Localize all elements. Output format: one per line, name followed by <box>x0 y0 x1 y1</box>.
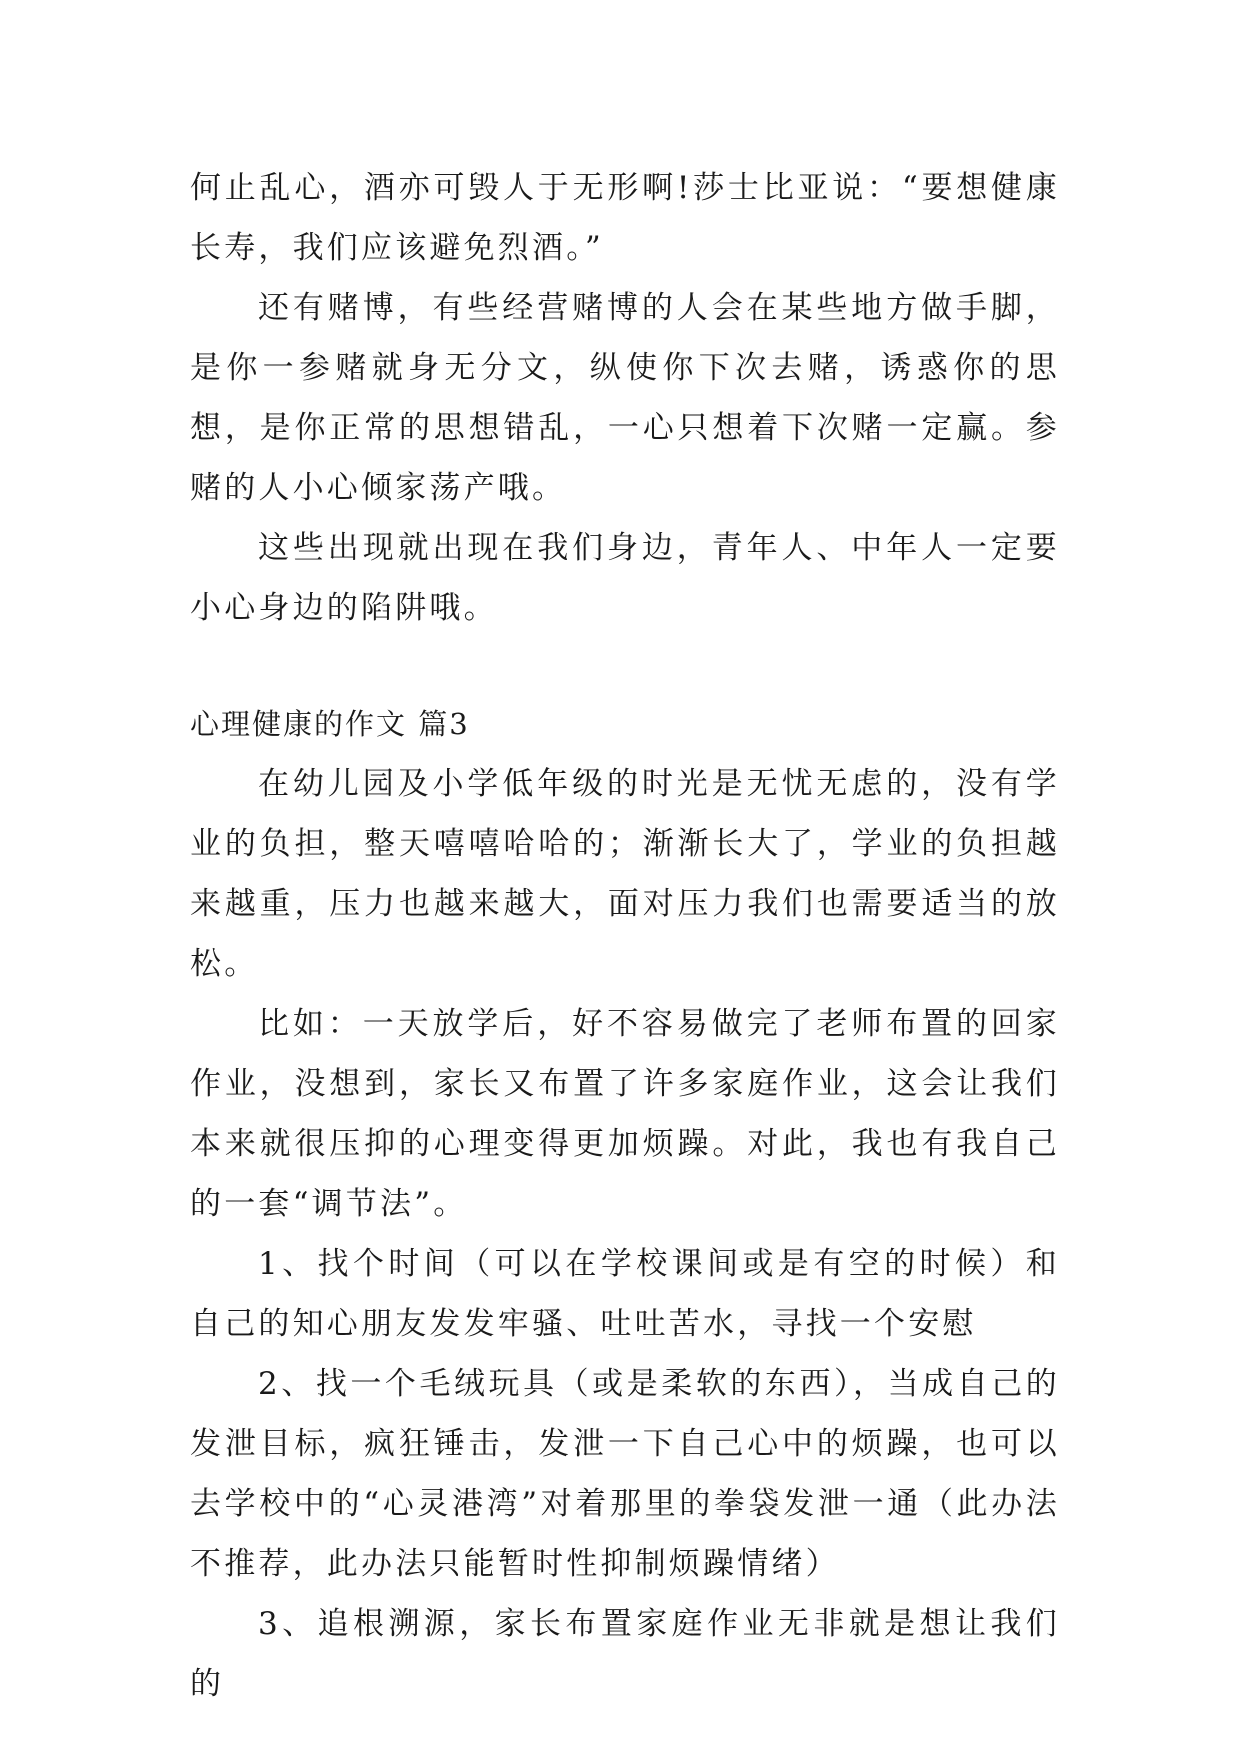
paragraph-trap-warning: 这些出现就出现在我们身边，青年人、中年人一定要小心身边的陷阱哦。 <box>190 530 1060 626</box>
paragraph-method-1: 1、找个时间（可以在学校课间或是有空的时候）和自己的知心朋友发发牢骚、吐吐苦水，寻找一个安慰 <box>190 1246 1060 1342</box>
paragraph-example: 比如：一天放学后，好不容易做完了老师布置的回家作业，没想到，家长又布置了许多家庭作业，这会让我们本来就很压抑的心理变得更加烦躁。对此，我也有我自己的一套“调节法”。 <box>190 1006 1060 1222</box>
paragraph-gambling: 还有赌博，有些经营赌博的人会在某些地方做手脚，是你一参赌就身无分文，纵使你下次去赌，诱惑你的思想，是你正常的思想错乱，一心只想着下次赌一定赢。参赌的人小心倾家荡产哦。 <box>190 290 1060 506</box>
section-heading: 心理健康的作文 篇3 <box>190 707 470 741</box>
paragraph-method-3: 3、追根溯源，家长布置家庭作业无非就是想让我们的 <box>190 1606 1060 1702</box>
paragraph-method-2: 2、找一个毛绒玩具（或是柔软的东西），当成自己的发泄目标，疯狂锤击，发泄一下自己心中的烦躁，也可以去学校中的“心灵港湾”对着那里的拳袋发泄一通（此办法不推荐，此办法只能暂时性抑制烦躁情绪） <box>190 1366 1060 1582</box>
section-spacer <box>190 638 1060 694</box>
document-body <box>190 158 1060 1714</box>
paragraph-alcohol-quote: 何止乱心，酒亦可毁人于无形啊!莎士比亚说：“要想健康长寿，我们应该避免烈酒。” <box>190 170 1060 266</box>
paragraph-childhood: 在幼儿园及小学低年级的时光是无忧无虑的，没有学业的负担，整天嘻嘻哈哈的；渐渐长大了，学业的负担越来越重，压力也越来越大，面对压力我们也需要适当的放松。 <box>190 766 1060 982</box>
